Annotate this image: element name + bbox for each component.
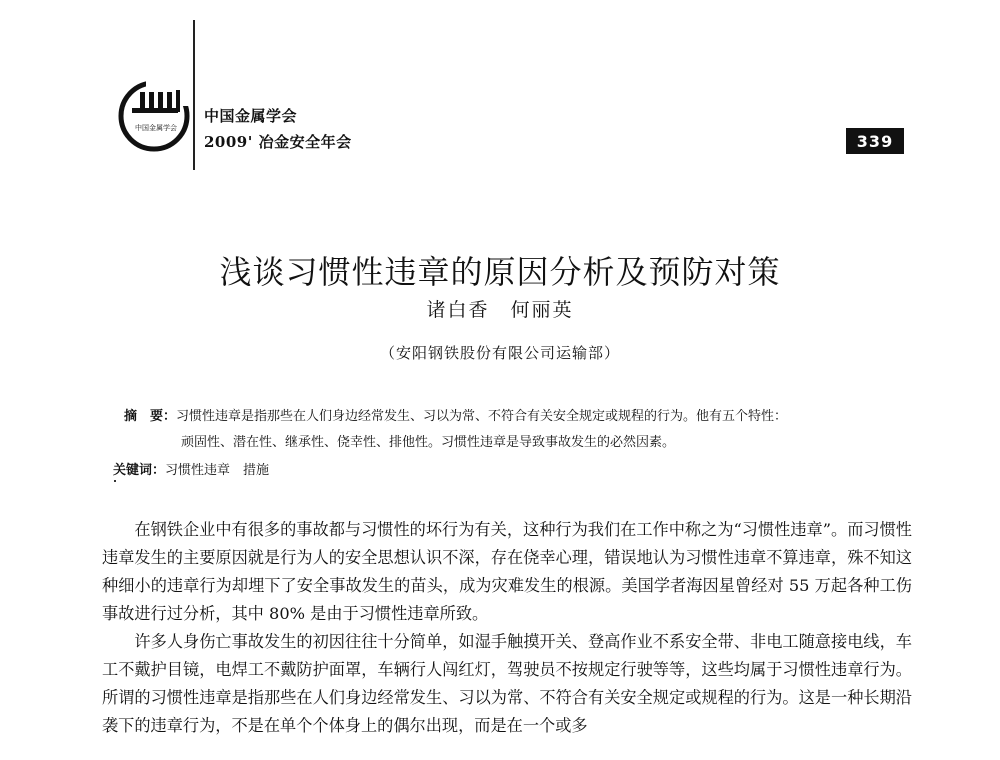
abstract-text-line-2: 顽固性、潜在性、继承性、侥幸性、排他性。习惯性违章是导致事故发生的必然因素。 bbox=[181, 435, 676, 450]
abstract-text-line-1: 习惯性违章是指那些在人们身边经常发生、习以为常、不符合有关安全规定或规程的行为。他有五个特性： bbox=[176, 409, 788, 424]
abstract-line-1 bbox=[124, 404, 914, 430]
logo-text: 中国金属学会 bbox=[135, 124, 177, 132]
body-paragraph-2: 许多人身伤亡事故发生的初因往往十分简单，如湿手触摸开关、登高作业不系安全带、非电工随意接电线，车工不戴护目镜，电焊工不戴防护面罩，车辆行人闯红灯，驾驶员不按规定行驶等等，这些均属于习惯性违章行为。所谓的习惯性违章是指那些在人们身边经常发生、习以为常、不符合有关安全规定或规程的行为。这是一种长期沿袭下的违章行为，不是在单个个体身上的偶尔出现，而是在一个或多 bbox=[102, 632, 912, 735]
abstract-label: 摘 要： bbox=[124, 409, 177, 424]
keywords-section bbox=[113, 459, 269, 478]
scan-speck bbox=[114, 480, 116, 482]
paper-title: 浅谈习惯性违章的原因分析及预防对策 bbox=[219, 253, 781, 292]
conference-name: 2009' 冶金安全年会 bbox=[204, 133, 352, 151]
csm-logo-icon bbox=[116, 78, 192, 154]
body-text bbox=[102, 516, 912, 740]
keywords-text: 习惯性违章 措施 bbox=[165, 463, 270, 478]
abstract-section bbox=[124, 404, 914, 456]
header-divider-rule bbox=[193, 20, 195, 170]
society-name: 中国金属学会 bbox=[204, 107, 298, 125]
paper-authors: 诸白香 何丽英 bbox=[426, 299, 574, 321]
keywords-label: 关键词： bbox=[113, 463, 166, 478]
body-paragraph-1: 在钢铁企业中有很多的事故都与习惯性的坏行为有关，这种行为我们在工作中称之为“习惯性违章”。而习惯性违章发生的主要原因就是行为人的安全思想认识不深，存在侥幸心理，错误地认为习惯性违章不算违章，殊不知这种细小的违章行为却埋下了安全事故发生的苗头，成为灾难发生的根源。美国学者海因星曾经对 55 万起各种工伤事故进行过分析，其中 80% 是由于习惯性违章所致。 bbox=[102, 520, 912, 623]
paper-affiliation: （安阳钢铁股份有限公司运输部） bbox=[379, 344, 620, 362]
page-number: 339 bbox=[846, 128, 904, 154]
